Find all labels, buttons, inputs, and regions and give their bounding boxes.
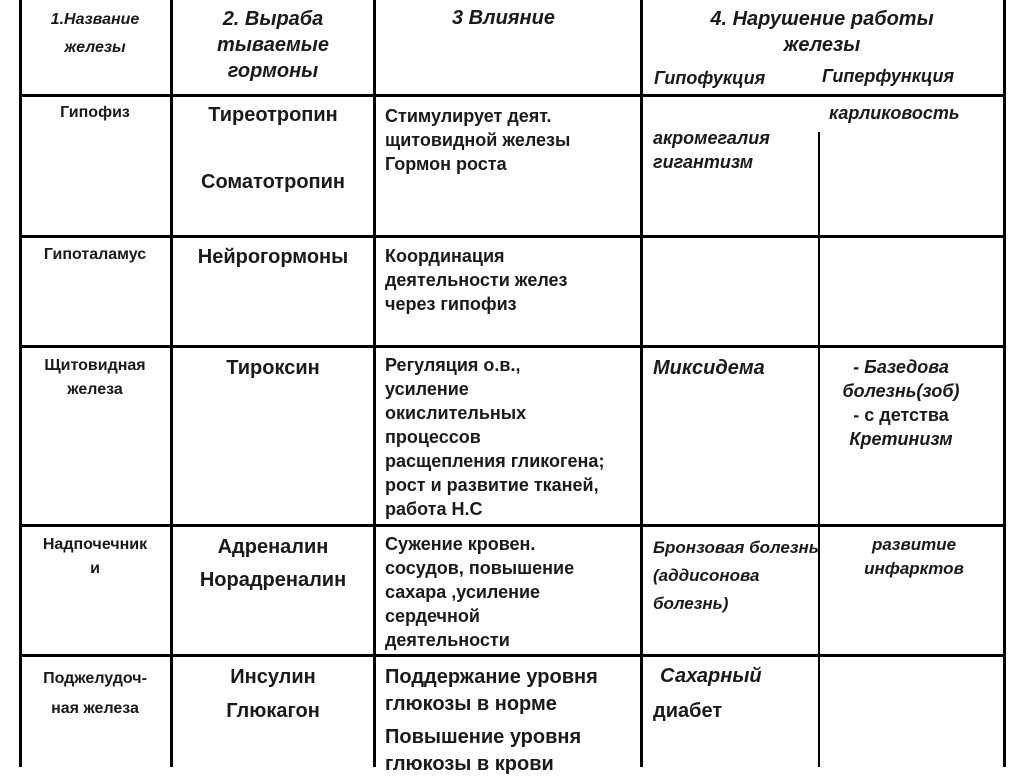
gland-pituitary: Гипофиз — [60, 104, 130, 121]
gland-adrenal-line-2: и — [90, 560, 100, 577]
hormone-glucagon: Глюкагон — [226, 700, 320, 722]
effect-adrenal-line-3: сахара ,усиление — [385, 582, 541, 602]
gland-hypothalamus: Гипоталамус — [43, 246, 147, 263]
effect-thyroid-line-3: окислительных — [385, 403, 527, 423]
effect-adrenal-line-1: Сужение кровен. — [385, 534, 536, 554]
gland-thyroid — [24, 354, 166, 402]
hyperfunction-thyroid — [826, 355, 976, 451]
hypofunction-pituitary — [653, 126, 770, 174]
row-divider-2 — [19, 345, 1006, 348]
hyperfunction-thyroid-line-4: Кретинизм — [849, 429, 953, 449]
effect-pituitary-line-3: Гормон роста — [385, 154, 507, 174]
effect-pancreas-line-3: Повышение уровня — [385, 726, 582, 748]
hormone-adrenaline: Адреналин — [217, 536, 329, 558]
hyperfunction-thyroid-line-1: - Базедова — [853, 357, 949, 377]
header-hypofunction: Гипофукция — [654, 68, 766, 88]
hormone-thyroxine: Тироксин — [226, 357, 320, 379]
row-divider-3 — [19, 524, 1006, 527]
effect-thyroid-line-7: работа Н.С — [385, 499, 483, 519]
effect-pancreas-line-1: Поддержание уровня — [385, 666, 598, 688]
column-divider-1 — [170, 0, 173, 767]
header-disorders-line-1: 4. Нарушение работы — [710, 8, 934, 30]
gland-thyroid-line-1: Щитовидная — [44, 357, 146, 374]
effect-hypothalamus — [385, 244, 567, 316]
hypofunction-thyroid: Миксидема — [653, 357, 765, 379]
effect-thyroid-line-1: Регуляция о.в., — [385, 355, 521, 375]
gland-adrenal-line-1: Надпочечник — [42, 536, 148, 553]
gland-adrenal — [24, 533, 166, 581]
hyperfunction-adrenal-line-1: развитие — [871, 535, 957, 554]
effect-pituitary-line-2: щитовидной железы — [385, 130, 571, 150]
header-gland-line-1: 1.Название — [50, 11, 140, 28]
column-divider-2 — [373, 0, 376, 767]
hormone-somatotropin: Соматотропин — [201, 171, 345, 193]
effect-pituitary — [385, 104, 570, 176]
table-border-right — [1003, 0, 1006, 767]
gland-pancreas — [24, 664, 166, 724]
hypofunction-pancreas-line-2: диабет — [653, 700, 723, 722]
hyperfunction-adrenal-line-2: инфарктов — [864, 559, 964, 578]
hypofunction-adrenal-line-1: Бронзовая болезнь — [653, 538, 819, 557]
effect-pancreas-line-4: глюкозы в крови — [385, 753, 554, 775]
header-disorders-line-2: железы — [783, 34, 861, 56]
hormone-insulin: Инсулин — [230, 666, 316, 688]
gland-pancreas-line-2: ная железа — [51, 700, 139, 717]
hypofunction-adrenal — [653, 534, 819, 618]
row-divider-header — [19, 94, 1006, 97]
hypofunction-pituitary-line-1: акромегалия — [653, 128, 770, 148]
effect-adrenal-line-4: сердечной — [385, 606, 480, 626]
effect-thyroid-line-4: процессов — [385, 427, 481, 447]
hyperfunction-thyroid-line-3: - с детства — [853, 405, 949, 425]
effect-hypothalamus-line-2: деятельности желез — [385, 270, 568, 290]
header-effect: 3 Влияние — [452, 7, 555, 29]
header-hyperfunction: Гиперфункция — [822, 66, 955, 86]
effect-thyroid-line-6: рост и развитие тканей, — [385, 475, 599, 495]
hormone-noradrenaline: Норадреналин — [199, 569, 347, 591]
effect-hypothalamus-line-1: Координация — [385, 246, 505, 266]
column-divider-3 — [640, 0, 643, 767]
effect-hypothalamus-line-3: через гипофиз — [385, 294, 517, 314]
header-gland-name — [24, 6, 166, 62]
effect-thyroid-line-2: усиление — [385, 379, 469, 399]
gland-thyroid-line-2: железа — [67, 381, 123, 398]
effect-pancreas — [385, 664, 598, 778]
header-hormones — [176, 6, 370, 84]
header-hormones-line-3: гормоны — [227, 60, 319, 82]
header-hormones-line-1: 2. Выраба — [222, 8, 324, 30]
subcolumn-divider — [818, 132, 820, 767]
header-gland-line-2: железы — [64, 39, 126, 56]
hyperfunction-adrenal — [844, 533, 984, 581]
effect-adrenal-line-2: сосудов, повышение — [385, 558, 575, 578]
hyperfunction-thyroid-line-2: болезнь(зоб) — [842, 381, 960, 401]
effect-pituitary-line-1: Стимулирует деят. — [385, 106, 552, 126]
hyperfunction-pituitary: карликовость — [829, 103, 960, 123]
hormone-thyrotropin: Тиреотропин — [208, 104, 338, 126]
row-divider-1 — [19, 235, 1006, 238]
effect-thyroid-line-5: расщепления гликогена; — [385, 451, 605, 471]
table-border-left — [19, 0, 22, 767]
hormone-neurohormones: Нейрогормоны — [197, 246, 349, 268]
gland-pancreas-line-1: Поджелудоч- — [43, 670, 147, 687]
hypofunction-pituitary-line-2: гигантизм — [653, 152, 754, 172]
row-divider-4 — [19, 654, 1006, 657]
hypofunction-adrenal-line-2: (аддисонова — [653, 566, 760, 585]
effect-adrenal — [385, 532, 574, 652]
hypofunction-pancreas-line-1: Сахарный — [660, 665, 762, 687]
hypofunction-adrenal-line-3: болезнь) — [653, 594, 729, 613]
effect-thyroid — [385, 353, 604, 521]
effect-pancreas-line-2: глюкозы в норме — [385, 693, 557, 715]
effect-adrenal-line-5: деятельности — [385, 630, 510, 650]
header-hormones-line-2: тываемые — [217, 34, 329, 56]
header-disorders — [646, 6, 998, 58]
